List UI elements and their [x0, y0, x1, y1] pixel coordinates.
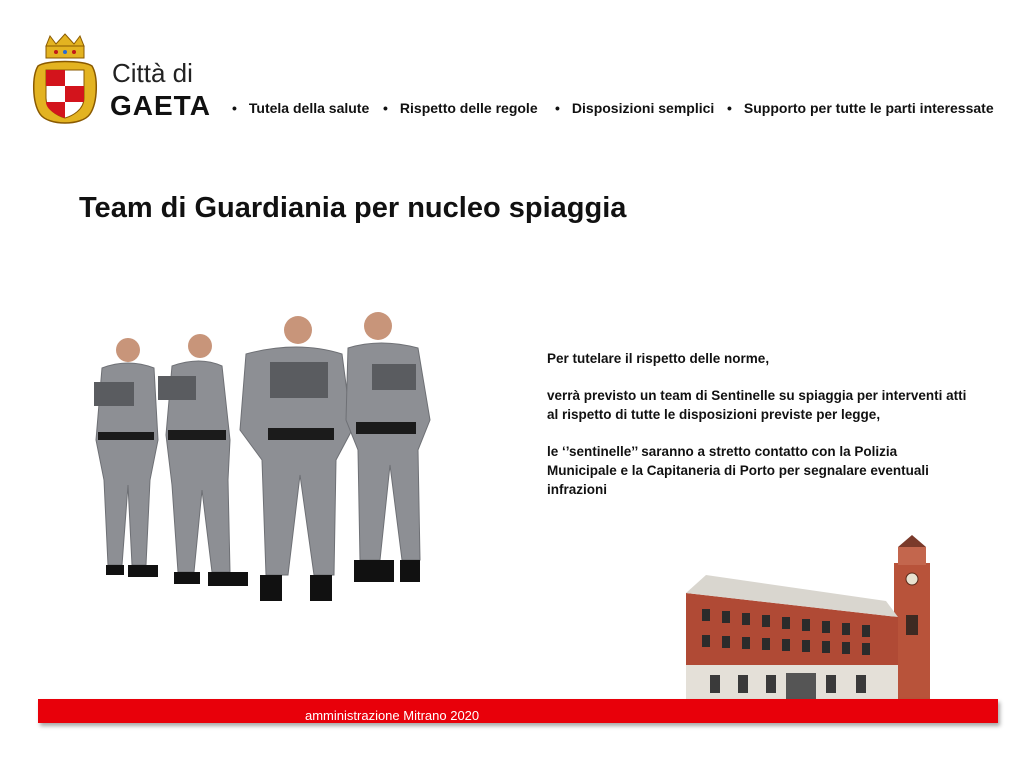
town-hall-photo: [676, 535, 996, 720]
slide-title: Team di Guardiania per nucleo spiaggia: [79, 192, 627, 224]
tagline-item: • Tutela della salute: [232, 100, 370, 116]
crown-icon: [46, 34, 84, 58]
footer-bar: [38, 699, 998, 723]
paragraph: verrà previsto un team di Sentinelle su spiaggia per interventi atti al rispetto di tutte le disposizioni previste per legge,: [547, 388, 967, 422]
guard-figure: [158, 334, 248, 586]
tagline-item: • Rispetto delle regole: [383, 100, 538, 116]
city-crest-logo: [32, 32, 98, 132]
tagline-item: • Supporto per tutte le parti interessate: [727, 100, 994, 116]
guard-figure: [240, 316, 352, 601]
paragraph: le ‘’sentinelle’’ saranno a stretto contatto con la Polizia Municipale e la Capitaneria di Porto per segnalare eventuali infrazioni: [547, 444, 929, 497]
guard-figure: [346, 312, 430, 582]
footer-text: amministrazione Mitrano 2020: [305, 708, 480, 723]
clock-tower: [894, 535, 930, 703]
guards-photo: [80, 310, 450, 610]
guard-figure: [94, 338, 158, 577]
checkered-shield: [46, 70, 84, 118]
tagline-item: • Disposizioni semplici: [555, 100, 715, 116]
description-text: [547, 349, 967, 517]
city-prefix: Città di: [112, 58, 193, 88]
paragraph: Per tutelare il rispetto delle norme,: [547, 351, 770, 366]
city-name: GAETA: [110, 90, 211, 121]
